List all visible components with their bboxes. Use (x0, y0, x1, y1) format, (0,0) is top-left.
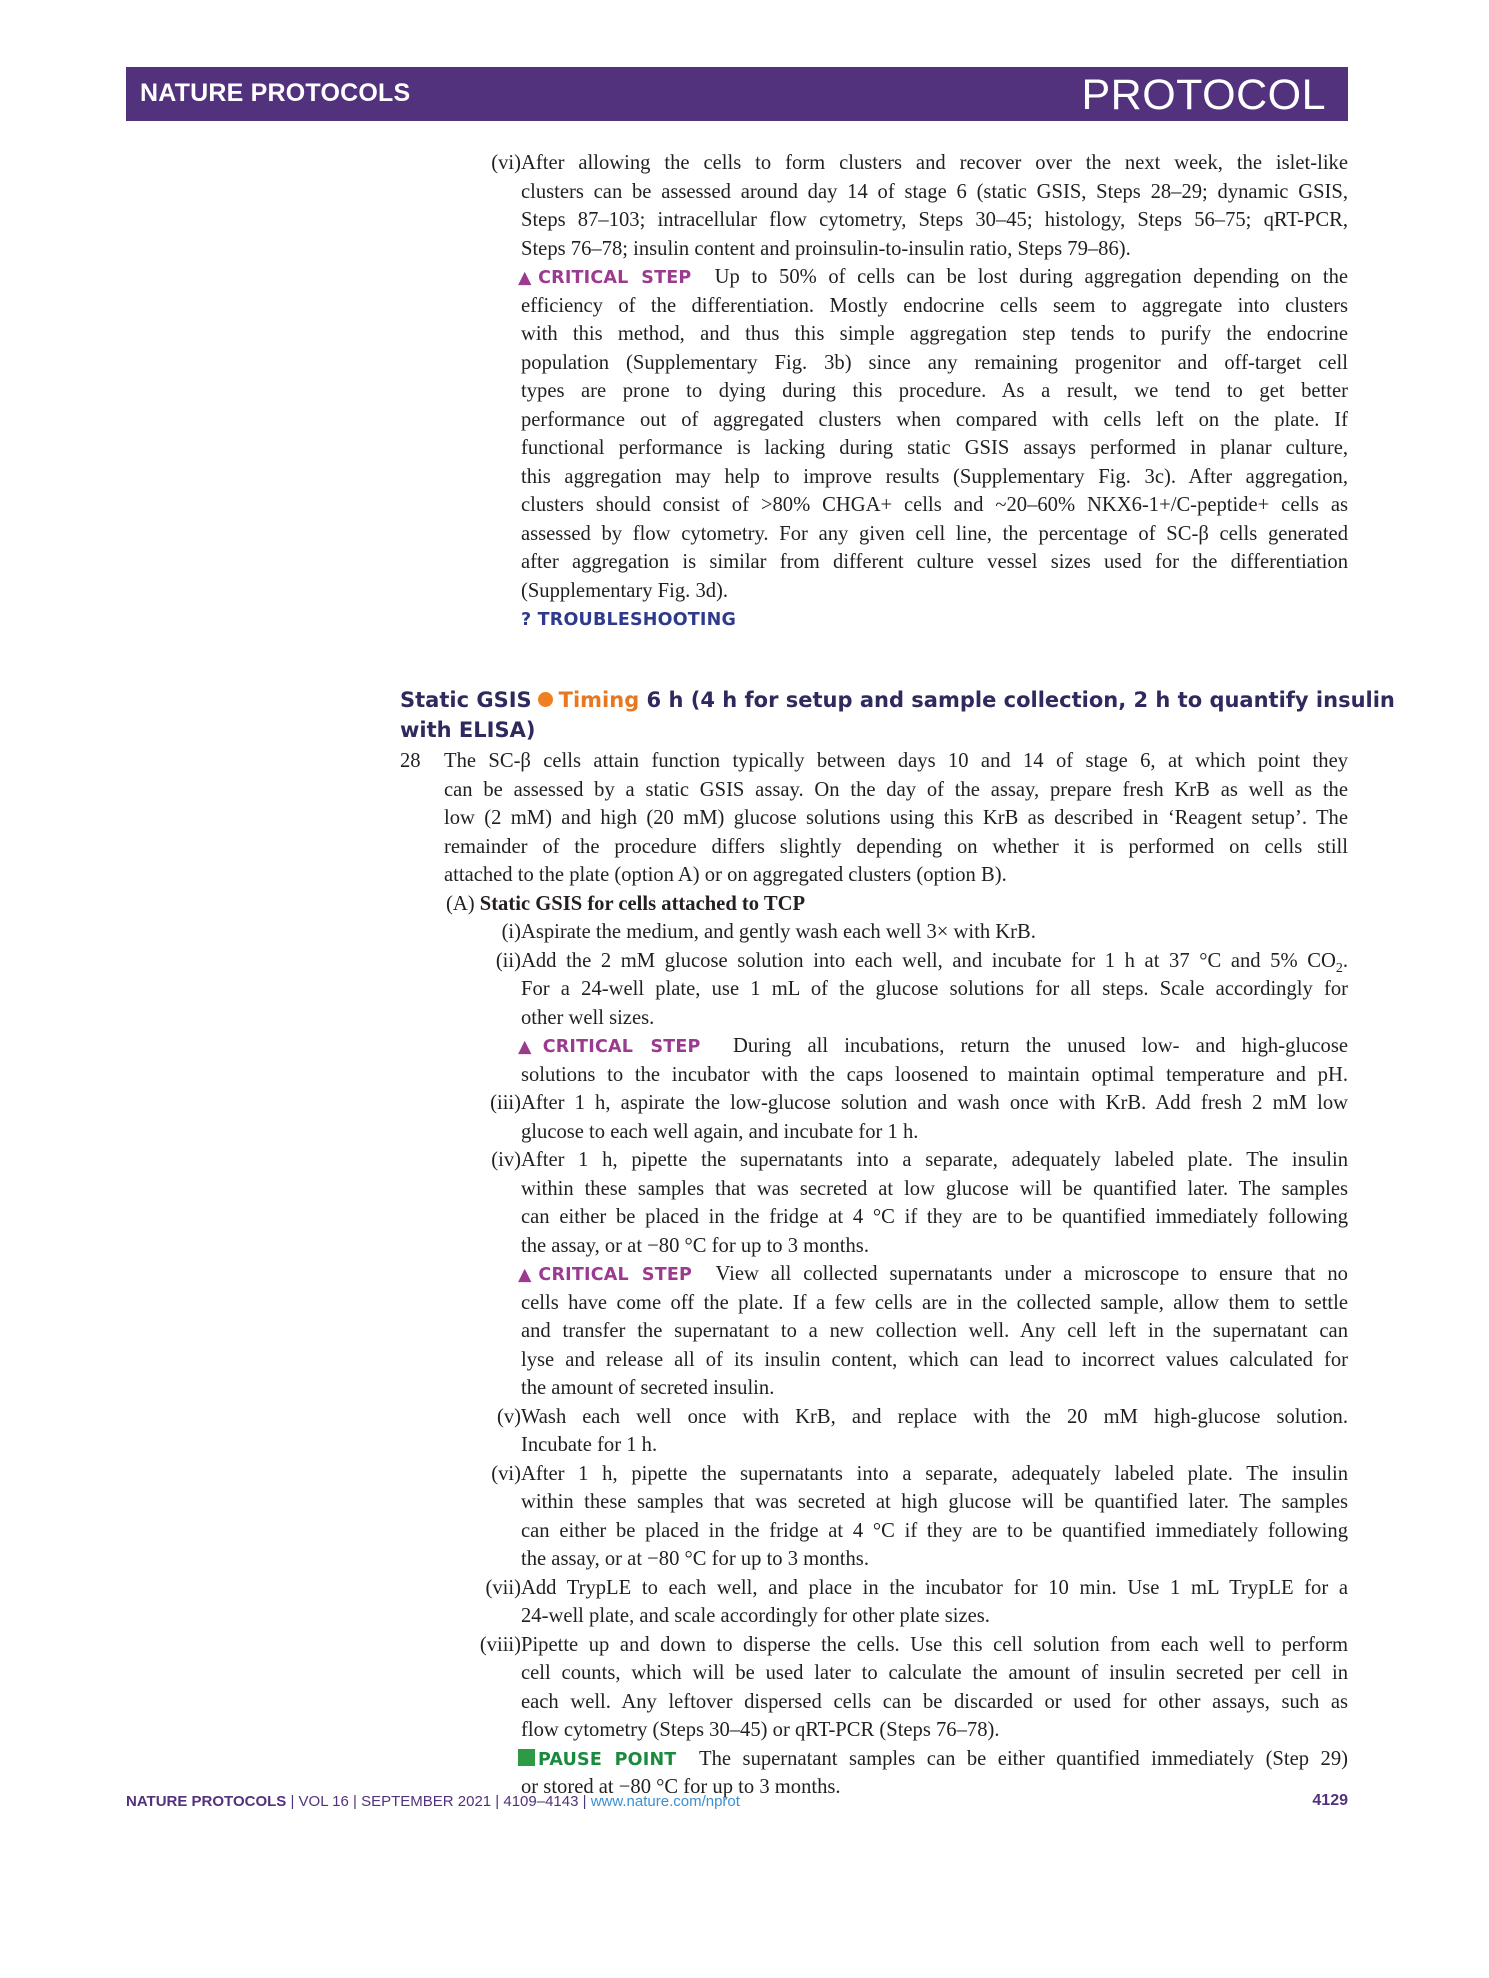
pause-square-icon (518, 1749, 535, 1766)
critical-step-label: ▲CRITICAL STEP (518, 268, 692, 288)
timing-dot-icon (538, 692, 553, 707)
body-line: glucose to each well again, and incubate for 1 h. (521, 1120, 919, 1143)
timing-label: Timing (558, 688, 640, 712)
substep-label: (i) (501, 921, 521, 943)
body-line: assessed by flow cytometry. For any given cell line, the percentage of SC-β cells generated (521, 522, 1348, 545)
body-line: flow cytometry (Steps 30–45) or qRT-PCR (Steps 76–78). (521, 1719, 1000, 1741)
body-line: After allowing the cells to form clusters and recover over the next week, the islet-like (521, 152, 1348, 174)
body-line: can either be placed in the fridge at 4 °C if they are to be quantified immediately following (521, 1519, 1348, 1542)
section-label: PROTOCOL (1081, 71, 1326, 119)
substep-label: (ii) (495, 949, 521, 972)
body-line: solutions to the incubator with the caps loosened to maintain optimal temperature and pH. (521, 1063, 1348, 1086)
body-line: types are prone to dying during this procedure. As a result, we tend to get better (521, 380, 1348, 402)
footer-journal: NATURE PROTOCOLS (126, 1793, 287, 1810)
body-line: For a 24-well plate, use 1 mL of the glucose solutions for all steps. Scale accordingly for (521, 978, 1348, 1000)
body-line: or stored at −80 °C for up to 3 months. (521, 1776, 841, 1798)
substep-label: (v) (496, 1405, 521, 1428)
critical-step-label: ▲CRITICAL STEP (518, 1037, 701, 1057)
body-line: 24-well plate, and scale accordingly for other plate sizes. (521, 1605, 990, 1627)
body-line: Add TrypLE to each well, and place in the incubator for 10 min. Use 1 mL TrypLE for a (521, 1576, 1348, 1599)
troubleshooting-line (521, 605, 736, 635)
page-number: 4129 (1312, 1792, 1348, 1809)
body-line: can be assessed by a static GSIS assay. On the day of the assay, prepare fresh KrB as well as the (444, 778, 1348, 801)
critical-step-line: ▲CRITICAL STEP During all incubations, return the unused low- and high-glucose (518, 1035, 1348, 1057)
footer-volume: VOL 16 (298, 1793, 349, 1810)
body-line: remainder of the procedure differs slightly depending on whether it is performed on cells still (444, 835, 1348, 858)
option-label: (A) (446, 892, 475, 915)
body-line: this aggregation may help to improve results (Supplementary Fig. 3c). After aggregation, (521, 465, 1348, 488)
body-line: After 1 h, pipette the supernatants into a separate, adequately labeled plate. The insulin (521, 1462, 1348, 1485)
body-line: the assay, or at −80 °C for up to 3 months. (521, 1548, 869, 1570)
pause-point-label: PAUSE POINT (538, 1749, 677, 1770)
body-line: Steps 76–78; insulin content and proinsulin-to-insulin ratio, Steps 79–86). (521, 237, 1131, 260)
critical-step-line: ▲CRITICAL STEP Up to 50% of cells can be lost during aggregation depending on the (518, 266, 1348, 288)
critical-step-line: ▲CRITICAL STEP View all collected supernatants under a microscope to ensure that no (518, 1263, 1348, 1285)
body-line: Add the 2 mM glucose solution into each well, and incubate for 1 h at 37 °C and 5% $CO_2$. (521, 949, 1348, 976)
timing-text: 6 h (4 h for setup and sample collection, 2 h to quantify insulin (646, 688, 1395, 712)
footer-pages: 4109–4143 (503, 1793, 579, 1810)
pause-point-line: PAUSE POINT The supernatant samples can be either quantified immediately (Step 29) (518, 1745, 1348, 1775)
option-title: Static GSIS for cells attached to TCP (479, 892, 806, 915)
body-line: population (Supplementary Fig. 3b) since any remaining progenitor and off-target cell (521, 351, 1348, 374)
step-number: 28 (400, 750, 421, 772)
substep-label: (iv) (491, 1149, 521, 1171)
body-line: After 1 h, aspirate the low-glucose solution and wash once with KrB. Add fresh 2 mM low (521, 1092, 1348, 1114)
body-line: clusters can be assessed around day 14 of stage 6 (static GSIS, Steps 28–29; dynamic GSIS, (521, 180, 1348, 203)
body-line: with this method, and thus this simple aggregation step tends to purify the endocrine (521, 323, 1348, 345)
body-line: within these samples that was secreted at high glucose will be quantified later. The samples (521, 1491, 1348, 1513)
body-line: within these samples that was secreted at low glucose will be quantified later. The samples (521, 1177, 1348, 1200)
critical-step-label: ▲CRITICAL STEP (518, 1265, 693, 1285)
body-line: After 1 h, pipette the supernatants into a separate, adequately labeled plate. The insulin (521, 1149, 1348, 1171)
body-line: and transfer the supernatant to a new collection well. Any cell left in the supernatant can (521, 1320, 1348, 1342)
body-line: lyse and release all of its insulin content, which can lead to incorrect values calculated for (521, 1348, 1348, 1371)
body-line: can either be placed in the fridge at 4 °C if they are to be quantified immediately following (521, 1206, 1348, 1228)
section-title: Static GSIS (400, 688, 532, 712)
page-footer: NATURE PROTOCOLS | VOL 16 | SEPTEMBER 2021 | 4109–4143 | www.nature.com/nprot (126, 1793, 740, 1810)
substep-label: (viii) (479, 1633, 521, 1656)
journal-header-bar (126, 67, 1348, 121)
body-line: Pipette up and down to disperse the cells. Use this cell solution from each well to perform (521, 1633, 1348, 1656)
substep-label: (vi) (491, 152, 521, 174)
body-line: efficiency of the differentiation. Mostly endocrine cells seem to aggregate into clusters (521, 294, 1348, 317)
option-heading (446, 890, 805, 919)
body-line: (Supplementary Fig. 3d). (521, 579, 729, 602)
body-line: Wash each well once with KrB, and replace with the 20 mM high-glucose solution. (521, 1405, 1348, 1428)
body-line: performance out of aggregated clusters when compared with cells left on the plate. If (521, 408, 1348, 431)
body-line: functional performance is lacking during static GSIS assays performed in planar culture, (521, 437, 1348, 459)
section-heading-cont: with ELISA) (400, 718, 536, 742)
substep-label: (iii) (490, 1092, 521, 1114)
substep-label: (vii) (485, 1576, 521, 1599)
body-line: Steps 87–103; intracellular flow cytometry, Steps 30–45; histology, Steps 56–75; qRT-PCR, (521, 209, 1348, 231)
journal-name: NATURE PROTOCOLS (140, 79, 411, 107)
substep-label: (vi) (491, 1462, 521, 1485)
body-line: Aspirate the medium, and gently wash each well 3× with KrB. (521, 921, 1036, 943)
section-heading (400, 685, 1395, 715)
body-line: low (2 mM) and high (20 mM) glucose solutions using this KrB as described in ‘Reagent setup’. The (444, 807, 1348, 829)
body-line: attached to the plate (option A) or on aggregated clusters (option B). (444, 864, 1007, 886)
body-line: Incubate for 1 h. (521, 1434, 658, 1456)
body-line: the amount of secreted insulin. (521, 1377, 775, 1399)
body-line: cells have come off the plate. If a few cells are in the collected sample, allow them to settle (521, 1291, 1348, 1314)
body-line: clusters should consist of >80% CHGA+ cells and ~20–60% NKX6-1+/C-peptide+ cells as (521, 494, 1348, 516)
footer-url-link[interactable]: www.nature.com/nprot (590, 1793, 740, 1810)
troubleshooting-label: ? TROUBLESHOOTING (521, 610, 737, 630)
body-line: each well. Any leftover dispersed cells can be discarded or used for other assays, such as (521, 1690, 1348, 1713)
body-line: The SC-β cells attain function typically between days 10 and 14 of stage 6, at which point they (444, 750, 1348, 772)
body-line: after aggregation is similar from different culture vessel sizes used for the differentiation (521, 551, 1348, 573)
body-line: other well sizes. (521, 1006, 655, 1029)
footer-date: SEPTEMBER 2021 (361, 1793, 492, 1810)
body-line: cell counts, which will be used later to calculate the amount of insulin secreted per cell in (521, 1662, 1348, 1684)
body-line: the assay, or at −80 °C for up to 3 months. (521, 1234, 869, 1257)
